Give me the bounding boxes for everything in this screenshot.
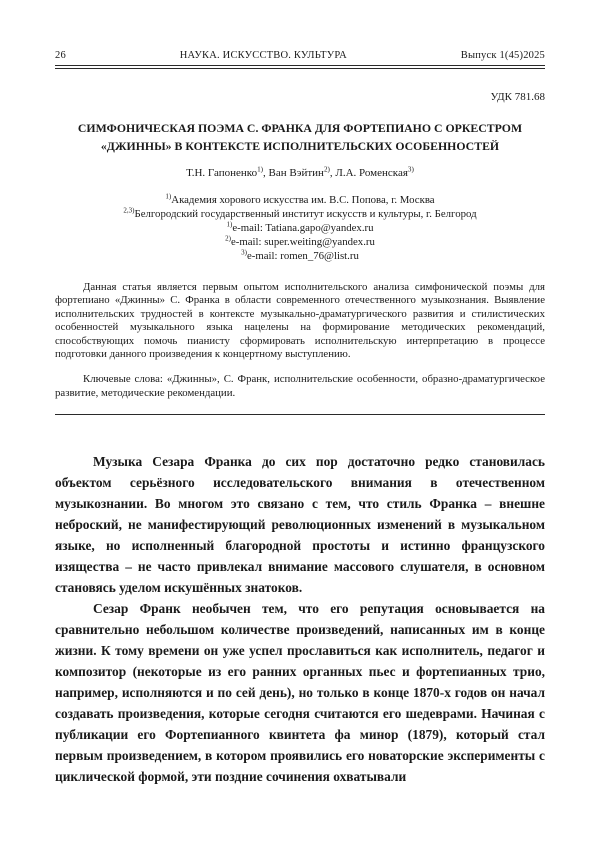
affiliation-text: Белгородский государственный институт искусств и культуры, г. Белгород bbox=[134, 208, 477, 220]
affiliation-mark: 1) bbox=[165, 192, 172, 201]
affiliation-line bbox=[55, 193, 545, 207]
affiliation-mark: 2,3) bbox=[123, 206, 135, 215]
section-divider-rule bbox=[55, 414, 545, 415]
authors-line bbox=[55, 167, 545, 179]
email-mark: 2) bbox=[225, 234, 231, 243]
article-body bbox=[55, 451, 545, 787]
email-line bbox=[55, 221, 545, 235]
email-line bbox=[55, 249, 545, 263]
author-affiliation-mark: 2) bbox=[323, 165, 330, 174]
author-name: Т.Н. Гапоненко bbox=[186, 167, 258, 179]
abstract-paragraph: Данная статья является первым опытом исполнительского анализа симфонической поэмы для фортепиано «Джинны» С. Франка в области современного отечественного музыкознания. Выявление исполнительских трудностей в контексте музыкально-драматургического развития и стилистических особенностей музыкального языка нацелены на формирование методических рекомендаций, способствующих помочь пианисту сформировать исполнительскую интерпретацию в процессе подготовки данного произведения к концертному выступлению. bbox=[55, 281, 545, 361]
affiliation-line bbox=[55, 207, 545, 221]
email-text: e-mail: romen_76@list.ru bbox=[246, 250, 359, 262]
running-head bbox=[55, 50, 545, 61]
author-separator: , bbox=[329, 167, 336, 179]
emails-block bbox=[55, 221, 545, 263]
email-line bbox=[55, 235, 545, 249]
author-name: Л.А. Роменская bbox=[335, 167, 408, 179]
author-separator: , bbox=[263, 167, 269, 179]
affiliation-text: Академия хорового искусства им. В.С. Попова, г. Москва bbox=[171, 194, 435, 206]
author-affiliation-mark: 1) bbox=[257, 165, 264, 174]
journal-title: НАУКА. ИСКУССТВО. КУЛЬТУРА bbox=[179, 50, 347, 61]
author-name: Ван Вэйтин bbox=[268, 167, 324, 179]
issue-label: Выпуск 1(45)2025 bbox=[460, 50, 545, 61]
email-text: e-mail: Tatiana.gapo@yandex.ru bbox=[232, 222, 374, 234]
affiliations-block bbox=[55, 193, 545, 221]
email-text: e-mail: super.weiting@yandex.ru bbox=[230, 236, 375, 248]
header-double-rule bbox=[55, 65, 545, 69]
body-paragraph: Музыка Сезара Франка до сих пор достаточно редко становилась объектом серьёзного исследовательского внимания в отечественном музыкознании. Во многом это связано с тем, что стиль Франка – внешне неброский, не манифестирующий революционных изменений в музыкальном языке, но исполненный благородной простоты и истинно французского изящества – не часто привлекал внимание массового слушателя, в основном становясь уделом искушённых знатоков. bbox=[55, 454, 545, 596]
article-title: СИМФОНИЧЕСКАЯ ПОЭМА С. ФРАНКА ДЛЯ ФОРТЕПИАНО С ОРКЕСТРОМ «ДЖИННЫ» В КОНТЕКСТЕ ИСПОЛНИТЕЛЬСКИХ ОСОБЕННОСТЕЙ bbox=[77, 121, 523, 153]
udk-code: УДК 781.68 bbox=[490, 91, 545, 103]
page-number: 26 bbox=[55, 50, 66, 61]
author-affiliation-mark: 3) bbox=[407, 165, 414, 174]
email-mark: 3) bbox=[241, 248, 247, 257]
keywords-paragraph: Ключевые слова: «Джинны», С. Франк, исполнительские особенности, образно-драматургическое развитие, методические рекомендации. bbox=[55, 373, 545, 399]
body-paragraph: Сезар Франк необычен тем, что его репутация основывается на сравнительно небольшом количестве произведений, написанных им в конце жизни. К тому времени он уже успел прославиться как исполнитель, педагог и композитор (некоторые из его ранних органных пьес и фортепианных трио, например, исполняются и по сей день), но только в конце 1870-х годов он начал создавать произведения, которые сегодня считаются его шедеврами. Начиная с публикации его Фортепианного квинтета фа минор (1879), который стал первым произведением, в котором проявились его новаторские эксперименты с циклической формой, эти поздние сочинения охватывали bbox=[55, 601, 545, 785]
email-mark: 1) bbox=[226, 220, 233, 229]
